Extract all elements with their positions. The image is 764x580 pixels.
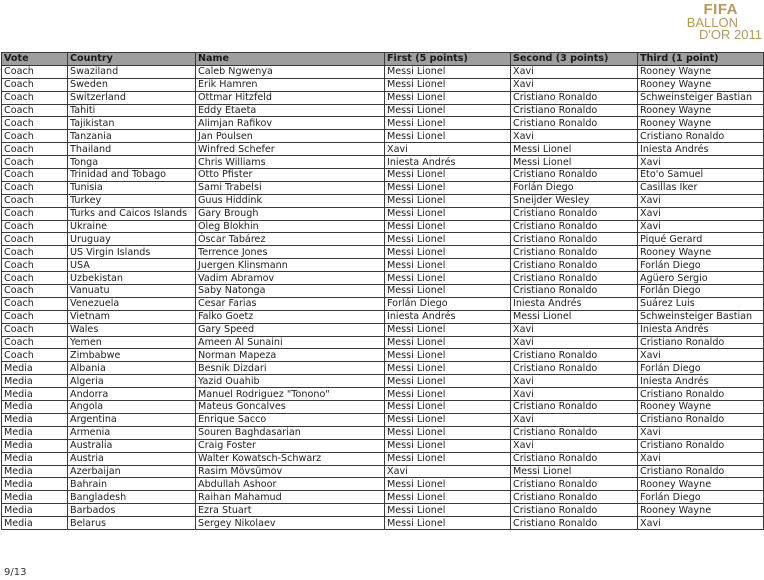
cell-vote: Media [2, 517, 68, 530]
cell-name: Craig Foster [196, 439, 385, 452]
cell-second: Sneijder Wesley [511, 194, 638, 207]
cell-country: Swaziland [68, 65, 196, 78]
cell-second: Messi Lionel [511, 465, 638, 478]
cell-name: Winfred Schefer [196, 143, 385, 156]
cell-first: Messi Lionel [385, 272, 511, 285]
cell-third: Xavi [638, 194, 764, 207]
table-row [2, 104, 764, 117]
table-row [2, 426, 764, 439]
cell-country: Uzbekistan [68, 272, 196, 285]
cell-vote: Coach [2, 117, 68, 130]
cell-third: Rooney Wayne [638, 478, 764, 491]
table-row [2, 310, 764, 323]
cell-country: Turks and Caicos Islands [68, 207, 196, 220]
cell-first: Messi Lionel [385, 130, 511, 143]
cell-country: Ukraine [68, 220, 196, 233]
cell-vote: Media [2, 426, 68, 439]
cell-first: Messi Lionel [385, 259, 511, 272]
cell-first: Messi Lionel [385, 285, 511, 298]
table-row [2, 259, 764, 272]
cell-name: Eddy Etaeta [196, 104, 385, 117]
cell-name: Enrique Sacco [196, 413, 385, 426]
table-row [2, 362, 764, 375]
cell-third: Iniesta Andrés [638, 375, 764, 388]
table-row [2, 349, 764, 362]
cell-vote: Coach [2, 194, 68, 207]
cell-country: Yemen [68, 336, 196, 349]
cell-name: Ameen Al Sunaini [196, 336, 385, 349]
cell-name: Vadim Abramov [196, 272, 385, 285]
cell-vote: Coach [2, 181, 68, 194]
cell-vote: Media [2, 452, 68, 465]
cell-country: Tahiti [68, 104, 196, 117]
page-number: 9/13 [4, 567, 27, 578]
table-row [2, 246, 764, 259]
cell-third: Xavi [638, 207, 764, 220]
cell-country: Zimbabwe [68, 349, 196, 362]
cell-second: Forlán Diego [511, 181, 638, 194]
cell-first: Messi Lionel [385, 413, 511, 426]
cell-vote: Coach [2, 233, 68, 246]
table-row [2, 156, 764, 169]
table-row [2, 323, 764, 336]
cell-name: Ezra Stuart [196, 504, 385, 517]
cell-second: Cristiano Ronaldo [511, 426, 638, 439]
cell-third: Casillas Iker [638, 181, 764, 194]
cell-country: Andorra [68, 388, 196, 401]
cell-first: Forlán Diego [385, 297, 511, 310]
cell-name: Besnik Dizdari [196, 362, 385, 375]
cell-third: Rooney Wayne [638, 65, 764, 78]
cell-third: Xavi [638, 349, 764, 362]
cell-third: Rooney Wayne [638, 104, 764, 117]
cell-vote: Coach [2, 91, 68, 104]
cell-third: Rooney Wayne [638, 78, 764, 91]
cell-third: Cristiano Ronaldo [638, 130, 764, 143]
table-row [2, 130, 764, 143]
cell-name: Óscar Tabárez [196, 233, 385, 246]
cell-second: Cristiano Ronaldo [511, 117, 638, 130]
cell-country: Vanuatu [68, 285, 196, 298]
table-row [2, 504, 764, 517]
cell-first: Messi Lionel [385, 349, 511, 362]
cell-second: Cristiano Ronaldo [511, 517, 638, 530]
cell-first: Messi Lionel [385, 517, 511, 530]
cell-first: Messi Lionel [385, 401, 511, 414]
cell-third: Forlán Diego [638, 491, 764, 504]
cell-first: Messi Lionel [385, 388, 511, 401]
cell-second: Xavi [511, 413, 638, 426]
cell-vote: Media [2, 388, 68, 401]
votes-table-body [2, 65, 764, 529]
table-row [2, 336, 764, 349]
logo-fifa-text: FIFA [703, 1, 738, 18]
cell-name: Yazid Ouahib [196, 375, 385, 388]
cell-vote: Coach [2, 207, 68, 220]
table-row [2, 401, 764, 414]
cell-second: Messi Lionel [511, 156, 638, 169]
cell-name: Guus Hiddink [196, 194, 385, 207]
logo-dor-text: D'OR [699, 27, 731, 42]
cell-name: Sergey Nikolaev [196, 517, 385, 530]
cell-third: Cristiano Ronaldo [638, 439, 764, 452]
cell-vote: Coach [2, 78, 68, 91]
cell-vote: Coach [2, 336, 68, 349]
cell-vote: Media [2, 401, 68, 414]
table-row [2, 478, 764, 491]
table-row [2, 388, 764, 401]
cell-name: Abdullah Ashoor [196, 478, 385, 491]
cell-third: Cristiano Ronaldo [638, 465, 764, 478]
cell-name: Manuel Rodriguez "Tonono" [196, 388, 385, 401]
cell-name: Falko Goetz [196, 310, 385, 323]
cell-first: Messi Lionel [385, 91, 511, 104]
cell-name: Gary Speed [196, 323, 385, 336]
cell-country: Tunisia [68, 181, 196, 194]
table-row [2, 233, 764, 246]
table-row [2, 169, 764, 182]
header-name: Name [196, 53, 385, 66]
cell-country: Trinidad and Tobago [68, 169, 196, 182]
cell-second: Cristiano Ronaldo [511, 91, 638, 104]
fifa-ballon-dor-logo [662, 2, 762, 41]
table-row [2, 220, 764, 233]
cell-third: Rooney Wayne [638, 246, 764, 259]
cell-country: Belarus [68, 517, 196, 530]
cell-first: Messi Lionel [385, 78, 511, 91]
cell-first: Messi Lionel [385, 233, 511, 246]
cell-name: Erik Hamren [196, 78, 385, 91]
cell-vote: Coach [2, 272, 68, 285]
table-row [2, 117, 764, 130]
cell-second: Xavi [511, 130, 638, 143]
cell-name: Oleg Blokhin [196, 220, 385, 233]
cell-second: Cristiano Ronaldo [511, 246, 638, 259]
cell-vote: Coach [2, 156, 68, 169]
cell-vote: Coach [2, 323, 68, 336]
cell-second: Xavi [511, 388, 638, 401]
header-vote: Vote [2, 53, 68, 66]
cell-first: Messi Lionel [385, 323, 511, 336]
table-row [2, 272, 764, 285]
cell-first: Messi Lionel [385, 362, 511, 375]
cell-name: Caleb Ngwenya [196, 65, 385, 78]
cell-vote: Coach [2, 259, 68, 272]
table-header-row [2, 53, 764, 66]
cell-name: Otto Pfister [196, 169, 385, 182]
cell-country: Vietnam [68, 310, 196, 323]
cell-vote: Coach [2, 104, 68, 117]
cell-country: Thailand [68, 143, 196, 156]
cell-country: Armenia [68, 426, 196, 439]
cell-second: Cristiano Ronaldo [511, 504, 638, 517]
cell-second: Xavi [511, 323, 638, 336]
cell-third: Schweinsteiger Bastian [638, 310, 764, 323]
cell-second: Cristiano Ronaldo [511, 259, 638, 272]
cell-name: Walter Kowatsch-Schwarz [196, 452, 385, 465]
cell-third: Forlán Diego [638, 259, 764, 272]
cell-country: Angola [68, 401, 196, 414]
cell-name: Rasim Mövsümov [196, 465, 385, 478]
cell-second: Cristiano Ronaldo [511, 272, 638, 285]
cell-second: Cristiano Ronaldo [511, 362, 638, 375]
cell-second: Xavi [511, 375, 638, 388]
cell-name: Saby Natonga [196, 285, 385, 298]
cell-first: Iniesta Andrés [385, 310, 511, 323]
cell-vote: Media [2, 491, 68, 504]
cell-third: Forlán Diego [638, 285, 764, 298]
table-row [2, 207, 764, 220]
cell-name: Terrence Jones [196, 246, 385, 259]
cell-third: Rooney Wayne [638, 504, 764, 517]
cell-third: Cristiano Ronaldo [638, 388, 764, 401]
table-row [2, 413, 764, 426]
cell-second: Messi Lionel [511, 310, 638, 323]
cell-third: Iniesta Andrés [638, 143, 764, 156]
cell-vote: Coach [2, 297, 68, 310]
cell-first: Messi Lionel [385, 220, 511, 233]
cell-country: Argentina [68, 413, 196, 426]
cell-first: Messi Lionel [385, 65, 511, 78]
cell-vote: Coach [2, 220, 68, 233]
cell-country: US Virgin Islands [68, 246, 196, 259]
cell-first: Messi Lionel [385, 426, 511, 439]
cell-country: Uruguay [68, 233, 196, 246]
cell-first: Messi Lionel [385, 452, 511, 465]
cell-country: Wales [68, 323, 196, 336]
cell-country: Azerbaijan [68, 465, 196, 478]
cell-second: Cristiano Ronaldo [511, 349, 638, 362]
cell-second: Iniesta Andrés [511, 297, 638, 310]
cell-first: Messi Lionel [385, 246, 511, 259]
cell-country: Tajikistan [68, 117, 196, 130]
cell-name: Mateus Goncalves [196, 401, 385, 414]
cell-vote: Coach [2, 169, 68, 182]
cell-name: Raihan Mahamud [196, 491, 385, 504]
table-row [2, 65, 764, 78]
cell-country: Australia [68, 439, 196, 452]
header-country: Country [68, 53, 196, 66]
cell-third: Iniesta Andrés [638, 323, 764, 336]
cell-third: Xavi [638, 426, 764, 439]
cell-second: Cristiano Ronaldo [511, 478, 638, 491]
cell-second: Xavi [511, 336, 638, 349]
cell-name: Juergen Klinsmann [196, 259, 385, 272]
cell-second: Cristiano Ronaldo [511, 285, 638, 298]
table-row [2, 297, 764, 310]
cell-vote: Coach [2, 143, 68, 156]
logo-dor-line [662, 28, 762, 41]
cell-second: Cristiano Ronaldo [511, 169, 638, 182]
cell-first: Messi Lionel [385, 491, 511, 504]
table-row [2, 452, 764, 465]
cell-third: Xavi [638, 156, 764, 169]
cell-country: Switzerland [68, 91, 196, 104]
cell-vote: Coach [2, 246, 68, 259]
cell-third: Xavi [638, 452, 764, 465]
table-row [2, 194, 764, 207]
cell-country: Austria [68, 452, 196, 465]
cell-vote: Media [2, 439, 68, 452]
cell-name: Norman Mapeza [196, 349, 385, 362]
cell-vote: Media [2, 478, 68, 491]
cell-country: Tanzania [68, 130, 196, 143]
cell-vote: Media [2, 413, 68, 426]
table-row [2, 143, 764, 156]
cell-country: Tonga [68, 156, 196, 169]
cell-name: Gary Brough [196, 207, 385, 220]
cell-country: Bangladesh [68, 491, 196, 504]
cell-first: Xavi [385, 143, 511, 156]
cell-second: Cristiano Ronaldo [511, 220, 638, 233]
cell-name: Ottmar Hitzfeld [196, 91, 385, 104]
cell-third: Cristiano Ronaldo [638, 336, 764, 349]
cell-first: Messi Lionel [385, 504, 511, 517]
cell-second: Cristiano Ronaldo [511, 104, 638, 117]
cell-second: Xavi [511, 439, 638, 452]
cell-vote: Media [2, 465, 68, 478]
cell-country: Sweden [68, 78, 196, 91]
cell-third: Xavi [638, 517, 764, 530]
table-row [2, 491, 764, 504]
logo-year: 2011 [734, 27, 762, 42]
table-row [2, 91, 764, 104]
cell-second: Cristiano Ronaldo [511, 233, 638, 246]
cell-country: Algeria [68, 375, 196, 388]
cell-vote: Coach [2, 310, 68, 323]
cell-second: Cristiano Ronaldo [511, 401, 638, 414]
cell-vote: Media [2, 375, 68, 388]
cell-first: Xavi [385, 465, 511, 478]
cell-third: Cristiano Ronaldo [638, 413, 764, 426]
cell-country: Venezuela [68, 297, 196, 310]
header-first: First (5 points) [385, 53, 511, 66]
cell-second: Messi Lionel [511, 143, 638, 156]
header-third: Third (1 point) [638, 53, 764, 66]
table-row [2, 181, 764, 194]
cell-first: Messi Lionel [385, 104, 511, 117]
cell-second: Cristiano Ronaldo [511, 452, 638, 465]
cell-vote: Media [2, 504, 68, 517]
cell-first: Messi Lionel [385, 181, 511, 194]
cell-second: Cristiano Ronaldo [511, 207, 638, 220]
cell-name: Alimjan Rafikov [196, 117, 385, 130]
cell-third: Agüero Sergio [638, 272, 764, 285]
cell-country: Albania [68, 362, 196, 375]
table-row [2, 465, 764, 478]
cell-name: Jan Poulsen [196, 130, 385, 143]
cell-first: Messi Lionel [385, 194, 511, 207]
cell-vote: Media [2, 362, 68, 375]
cell-second: Xavi [511, 78, 638, 91]
cell-first: Messi Lionel [385, 207, 511, 220]
cell-first: Messi Lionel [385, 117, 511, 130]
cell-third: Schweinsteiger Bastian [638, 91, 764, 104]
cell-third: Piqué Gerard [638, 233, 764, 246]
cell-vote: Coach [2, 349, 68, 362]
table-row [2, 439, 764, 452]
table-row [2, 375, 764, 388]
logo-ballon-text: BALLON [686, 15, 738, 30]
cell-vote: Coach [2, 285, 68, 298]
cell-vote: Coach [2, 130, 68, 143]
cell-name: Cesar Farias [196, 297, 385, 310]
cell-first: Messi Lionel [385, 478, 511, 491]
cell-third: Rooney Wayne [638, 401, 764, 414]
cell-third: Eto'o Samuel [638, 169, 764, 182]
cell-third: Suárez Luis [638, 297, 764, 310]
cell-third: Xavi [638, 220, 764, 233]
cell-country: USA [68, 259, 196, 272]
cell-third: Rooney Wayne [638, 117, 764, 130]
cell-vote: Coach [2, 65, 68, 78]
votes-table [1, 52, 764, 530]
cell-first: Iniesta Andrés [385, 156, 511, 169]
cell-name: Souren Baghdasarian [196, 426, 385, 439]
cell-country: Bahrain [68, 478, 196, 491]
cell-first: Messi Lionel [385, 169, 511, 182]
cell-second: Xavi [511, 65, 638, 78]
cell-country: Barbados [68, 504, 196, 517]
header-second: Second (3 points) [511, 53, 638, 66]
cell-first: Messi Lionel [385, 439, 511, 452]
cell-third: Forlán Diego [638, 362, 764, 375]
cell-name: Chris Williams [196, 156, 385, 169]
cell-name: Sami Trabelsi [196, 181, 385, 194]
cell-first: Messi Lionel [385, 375, 511, 388]
table-row [2, 285, 764, 298]
cell-second: Cristiano Ronaldo [511, 491, 638, 504]
cell-country: Turkey [68, 194, 196, 207]
table-row [2, 517, 764, 530]
table-row [2, 78, 764, 91]
cell-first: Messi Lionel [385, 336, 511, 349]
